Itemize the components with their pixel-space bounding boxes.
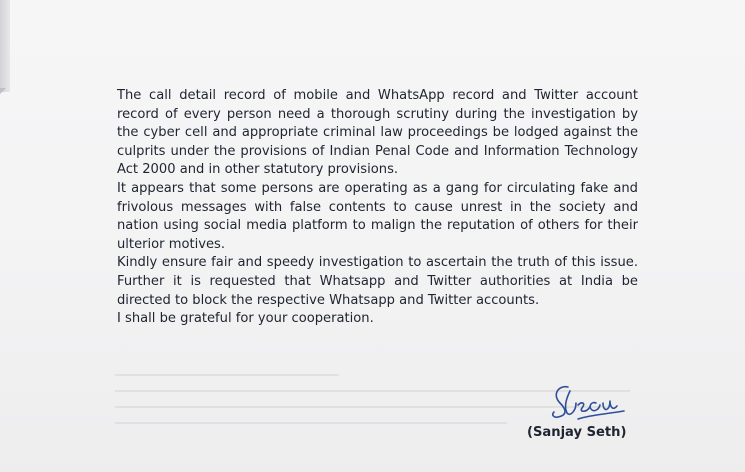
paragraph-closing: I shall be grateful for your cooperation.	[117, 311, 374, 327]
page-fold-tip	[0, 88, 6, 94]
paragraph-gang: It appears that some persons are operating as a gang for circulating fake and frivolous messages with false contents to cause unrest in the society and nation using social media platform to malign the reputation of others for their ulterior motives.	[117, 180, 638, 252]
paragraph-request: Kindly ensure fair and speedy investigation to ascertain the truth of this issue. Further it is requested that Whatsapp and Twitter authorities at India be directed to block the respective Whatsapp and Twitter accounts.	[117, 255, 638, 308]
letter-body	[117, 87, 638, 329]
signatory-name: (Sanjay Seth)	[527, 425, 627, 440]
page-fold	[0, 0, 10, 92]
paragraph-cdr: The call detail record of mobile and WhatsApp record and Twitter account record of every person need a thorough scrutiny during the investigation by the cyber cell and appropriate criminal law proceedings be lodged against the culprits under the provisions of Indian Penal Code and Information Technology Act 2000 and in other statutory provisions.	[117, 88, 638, 178]
handwritten-signature	[548, 381, 632, 427]
